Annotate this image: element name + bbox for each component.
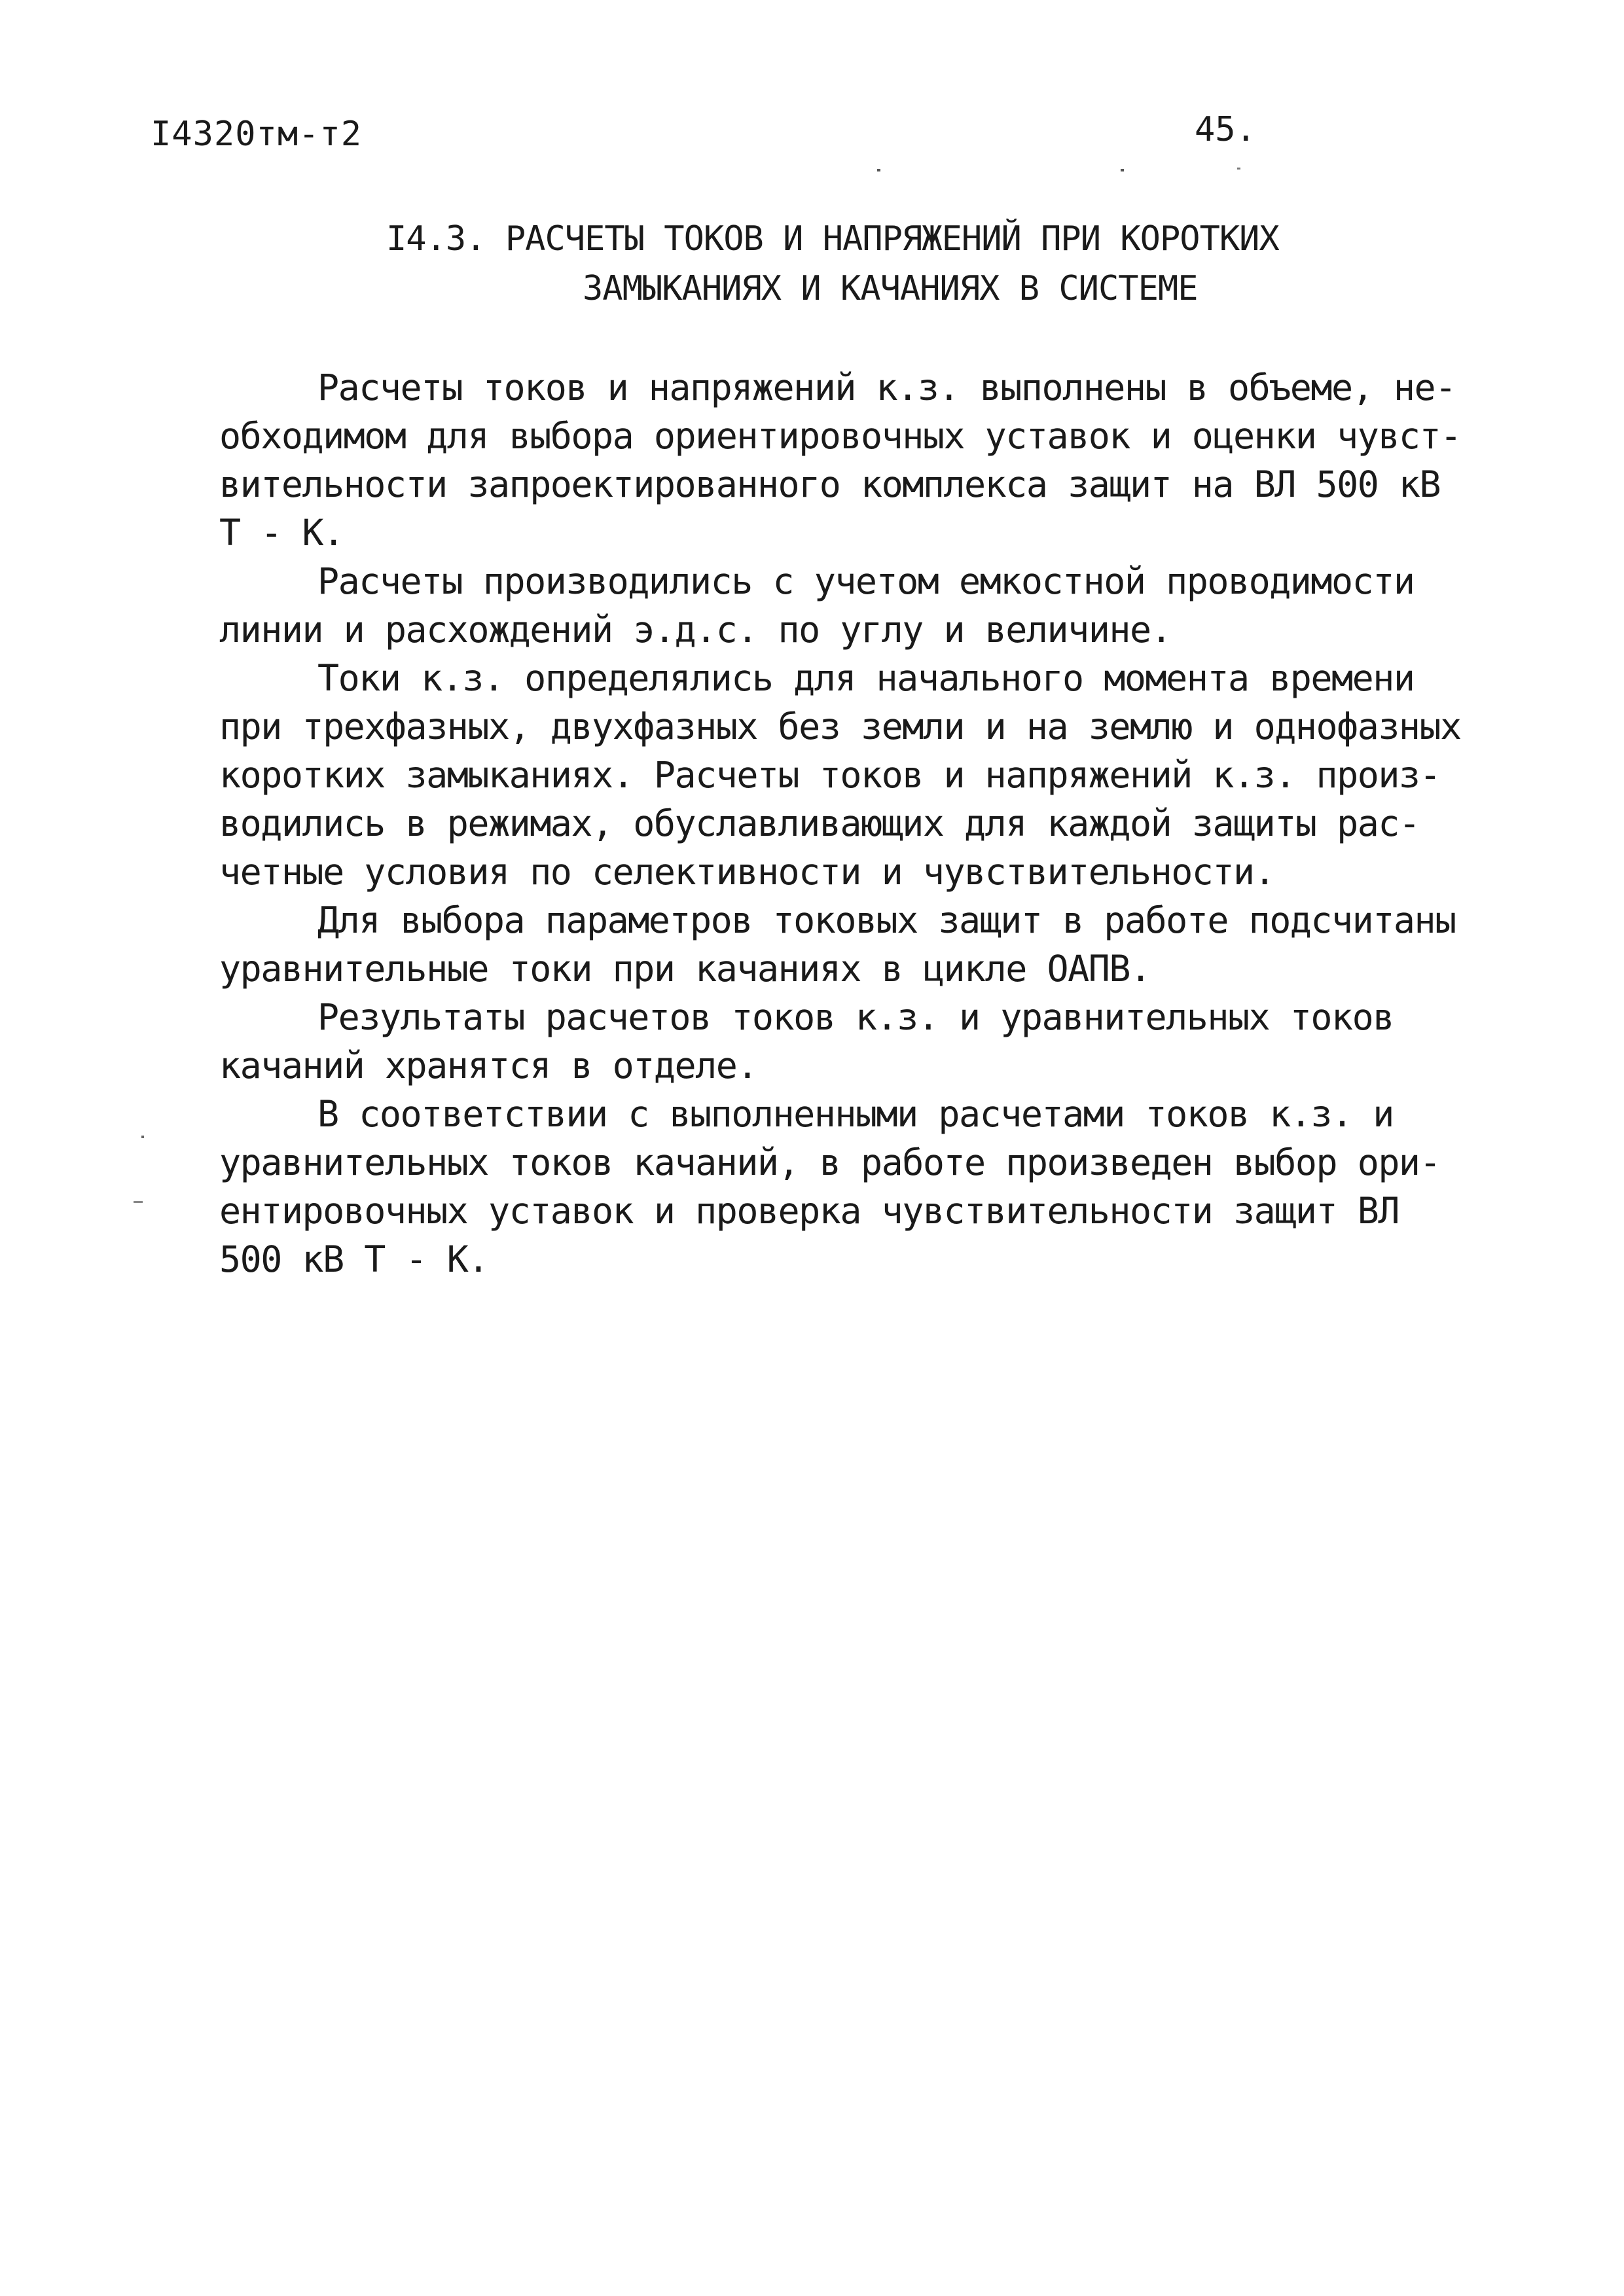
text-line: Результаты расчетов токов к.з. и уравнительных токов (317, 996, 1394, 1038)
text-line: четные условия по селективности и чувствительности. (219, 851, 1275, 893)
scan-speck (134, 1201, 143, 1203)
text-line: Для выбора параметров токовых защит в работе подсчитаны (317, 899, 1456, 941)
scan-speck (877, 169, 880, 171)
section-heading-line-1: I4.3. РАСЧЕТЫ ТОКОВ И НАПРЯЖЕНИЙ ПРИ КОРОТКИХ (386, 219, 1279, 259)
text-line: Т - К. (219, 512, 344, 554)
text-line: ентировочных уставок и проверка чувствительности защит ВЛ (219, 1190, 1399, 1232)
text-line: 500 кВ Т - К. (219, 1238, 488, 1280)
text-line: качаний хранятся в отделе. (219, 1045, 757, 1086)
text-line: коротких замыканиях. Расчеты токов и напряжений к.з. произ- (219, 754, 1441, 796)
text-line: Расчеты токов и напряжений к.з. выполнены в объеме, не- (317, 367, 1456, 408)
text-line: уравнительных токов качаний, в работе произведен выбор ори- (219, 1141, 1441, 1183)
body-text (219, 363, 1461, 1283)
scan-speck (1237, 168, 1240, 170)
text-line: линии и расхождений э.д.с. по углу и величине. (219, 609, 1172, 651)
scan-speck (141, 1136, 144, 1138)
text-line: уравнительные токи при качаниях в цикле ОАПВ. (219, 948, 1151, 990)
section-heading-line-2: ЗАМЫКАНИЯХ И КАЧАНИЯХ В СИСТЕМЕ (583, 269, 1198, 308)
text-line: обходимом для выбора ориентировочных уставок и оценки чувст- (219, 415, 1461, 457)
page-number: 45. (1195, 110, 1256, 149)
text-line: В соответствии с выполненными расчетами токов к.з. и (317, 1093, 1394, 1135)
document-code: I4320тм-т2 (151, 115, 363, 154)
text-line: водились в режимах, обуславливающих для каждой защиты рас- (219, 802, 1420, 844)
scan-speck (1121, 169, 1124, 171)
text-line: Токи к.з. определялись для начального момента времени (317, 657, 1415, 699)
text-line: Расчеты производились с учетом емкостной проводимости (317, 560, 1415, 602)
text-line: вительности запроектированного комплекса защит на ВЛ 500 кВ (219, 463, 1441, 505)
text-line: при трехфазных, двухфазных без земли и на землю и однофазных (219, 706, 1461, 747)
